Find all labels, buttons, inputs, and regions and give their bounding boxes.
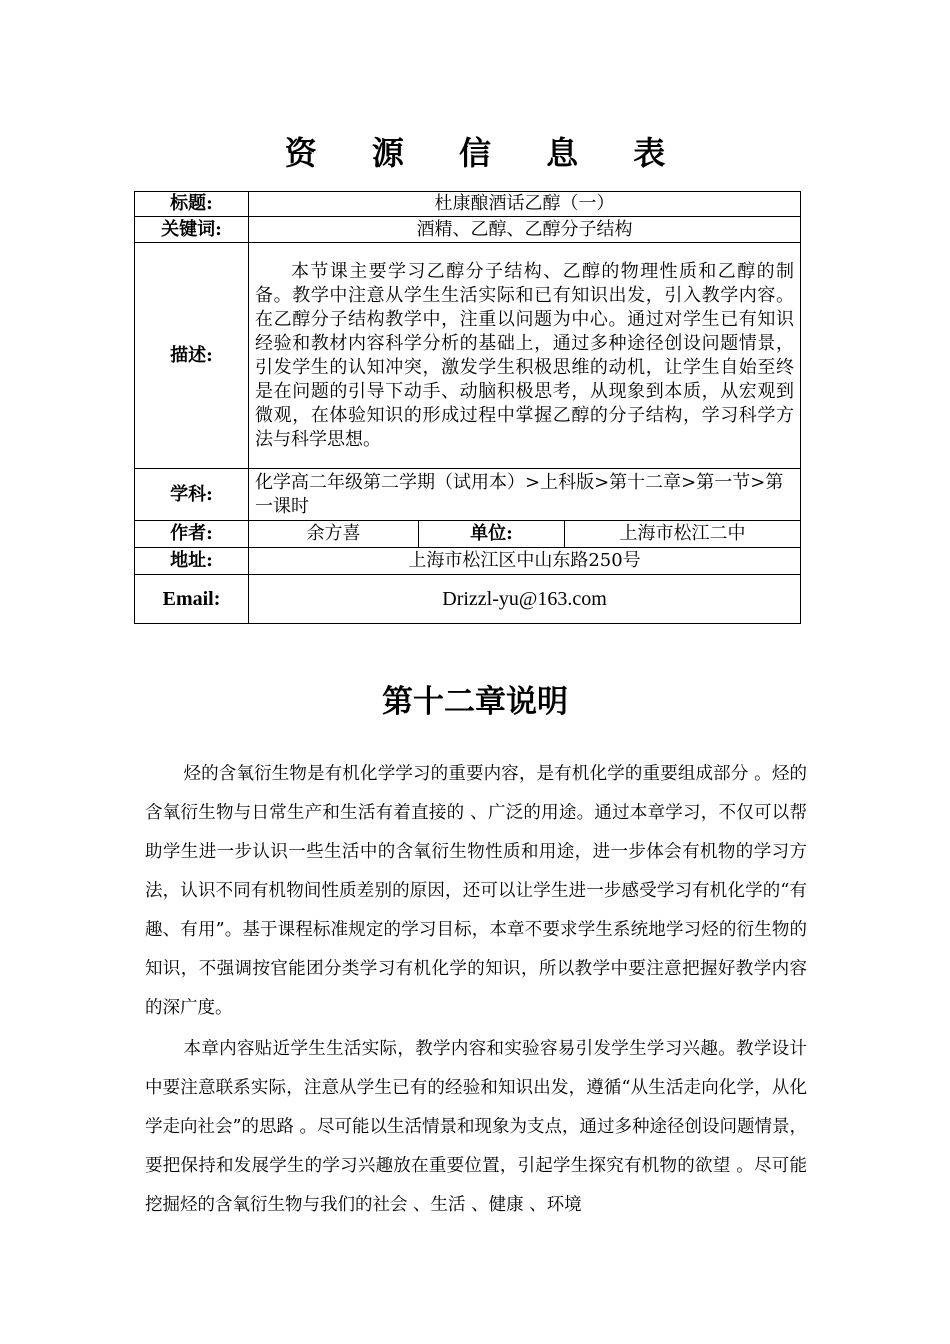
- email-value: Drizzl-yu@163.com: [249, 575, 801, 624]
- subject-value: 化学高二年级第二学期（试用本）>上科版>第十二章>第一节>第一课时: [249, 469, 801, 521]
- address-row: [135, 548, 801, 575]
- subject-row: [135, 469, 801, 521]
- description-label: 描述:: [135, 243, 249, 469]
- title-row: [135, 192, 801, 217]
- chapter-title: 第十二章说明: [382, 684, 568, 720]
- resource-info-table: [134, 191, 801, 624]
- address-value: 上海市松江区中山东路250号: [249, 548, 801, 575]
- page-title: 资 源 信 息 表: [284, 134, 688, 172]
- email-row: [135, 575, 801, 624]
- email-label: Email:: [135, 575, 249, 624]
- chapter-paragraph-2: 本章内容贴近学生生活实际，教学内容和实验容易引发学生学习兴趣。教学设计中要注意联系实际，注意从学生已有的经验和知识出发，遵循“从生活走向化学，从化学走向社会”的思路 。尽可能以生活情景和现象为支点，通过多种途径创设问题情景，要把保持和发展学生的学习兴趣放在重要位置，引起学生探究有机物的欲望 。尽可能挖掘烃的含氧衍生物与我们的社会 、生活 、健康 、环境: [145, 1039, 808, 1215]
- author-row: [135, 521, 801, 548]
- keywords-value: 酒精、乙醇、乙醇分子结构: [249, 217, 801, 243]
- title-label: 标题:: [135, 192, 249, 217]
- description-row: [135, 243, 801, 469]
- author-value: 余方喜: [249, 521, 419, 548]
- title-value: 杜康酿酒话乙醇（一）: [249, 192, 801, 217]
- keywords-row: [135, 217, 801, 243]
- author-label: 作者:: [135, 521, 249, 548]
- chapter-paragraph-1: 烃的含氧衍生物是有机化学学习的重要内容，是有机化学的重要组成部分 。烃的含氧衍生物与日常生产和生活有着直接的 、广泛的用途。通过本章学习，不仅可以帮助学生进一步认识一些生活中的含氧衍生物性质和用途，进一步体会有机物的学习方法，认识不同有机物间性质差别的原因，还可以让学生进一步感受学习有机化学的“有趣、有用”。基于课程标准规定的学习目标，本章不要求学生系统地学习烃的衍生物的知识，不强调按官能团分类学习有机化学的知识，所以教学中要注意把握好教学内容的深广度。: [145, 764, 807, 1018]
- keywords-label: 关键词:: [135, 217, 249, 243]
- unit-label: 单位:: [419, 521, 565, 548]
- address-label: 地址:: [135, 548, 249, 575]
- description-value: 本节课主要学习乙醇分子结构、乙醇的物理性质和乙醇的制备。教学中注意从学生生活实际和已有知识出发，引入教学内容。在乙醇分子结构教学中，注重以问题为中心。通过对学生已有知识经验和教材内容科学分析的基础上，通过多种途径创设问题情景，引发学生的认知冲突，激发学生积极思维的动机，让学生自始至终是在问题的引导下动手、动脑积极思考，从现象到本质，从宏观到微观，在体验知识的形成过程中掌握乙醇的分子结构，学习科学方法与科学思想。: [249, 243, 801, 469]
- subject-label: 学科:: [135, 469, 249, 521]
- unit-value: 上海市松江二中: [565, 521, 801, 548]
